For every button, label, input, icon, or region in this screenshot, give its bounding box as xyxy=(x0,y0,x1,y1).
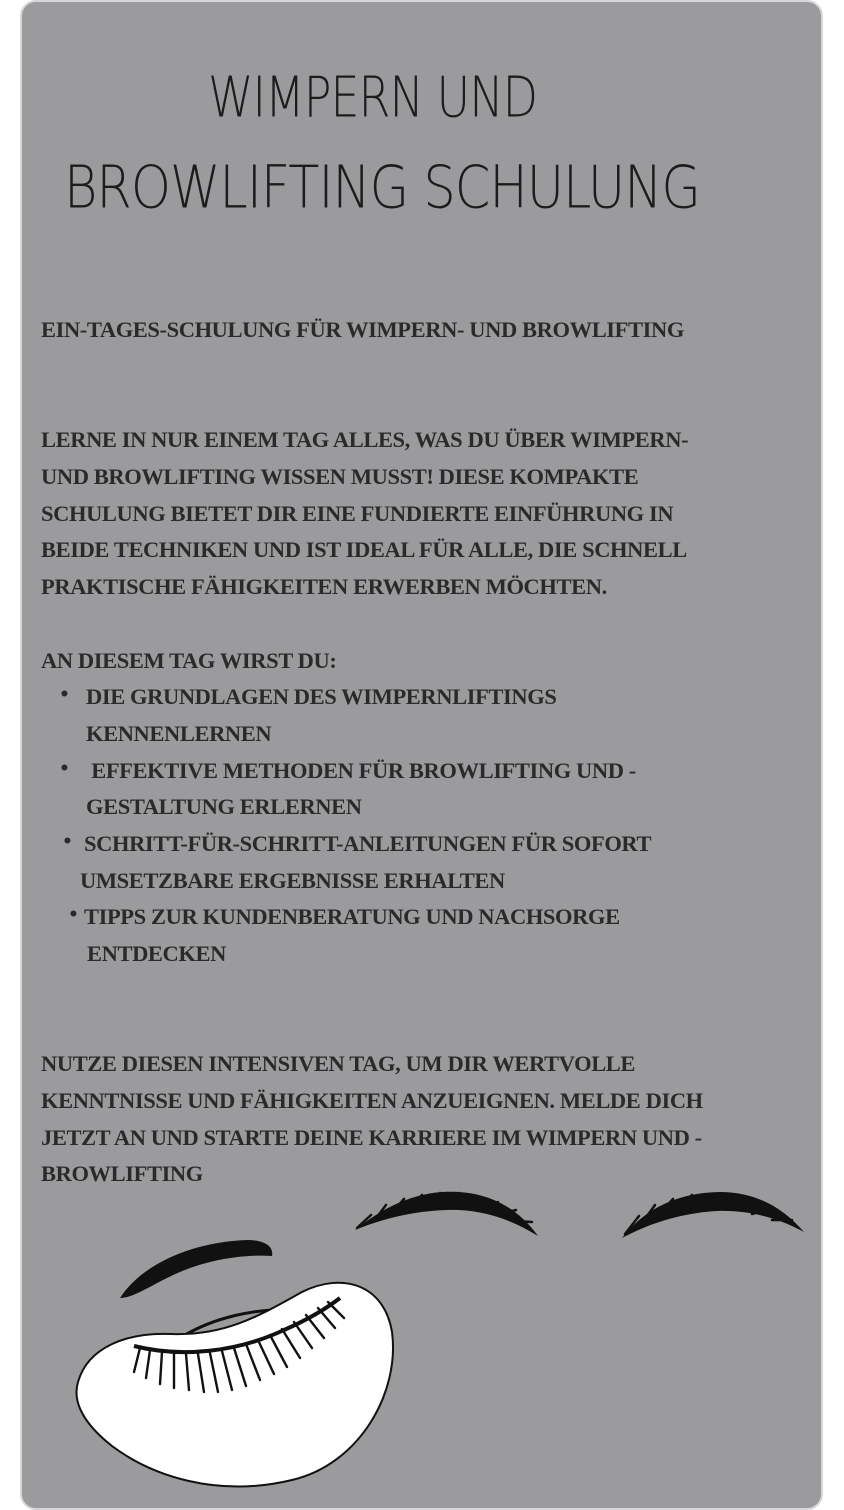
bullet-dot-icon: • xyxy=(62,832,73,852)
list-item-line: TIPPS ZUR KUNDENBERATUNG UND NACHSORGE xyxy=(84,904,620,929)
bullet-dot-icon: • xyxy=(68,905,79,925)
outro-line: NUTZE DIESEN INTENSIVEN TAG, UM DIR WERTVOLLE xyxy=(41,1051,636,1076)
list-item-line: KENNENLERNEN xyxy=(86,721,272,746)
page-title-line-1: WIMPERN UND xyxy=(208,64,538,130)
lash-brow-illustration xyxy=(22,2,823,1510)
bullet-dot-icon: • xyxy=(59,759,70,779)
outro-line: KENNTNISSE UND FÄHIGKEITEN ANZUEIGNEN. MELDE DICH xyxy=(41,1087,703,1113)
intro-line: BEIDE TECHNIKEN UND IST IDEAL FÜR ALLE, DIE SCHNELL xyxy=(41,537,687,563)
list-item-line: SCHRITT-FÜR-SCHRITT-ANLEITUNGEN FÜR SOFORT xyxy=(84,831,652,856)
bullet-dot-icon: • xyxy=(59,685,70,705)
eyebrow-left-icon xyxy=(355,1192,538,1236)
list-item-line: ENTDECKEN xyxy=(87,941,226,966)
list-heading: AN DIESEM TAG WIRST DU: xyxy=(41,648,337,673)
course-subtitle: EIN-TAGES-SCHULUNG FÜR WIMPERN- UND BROWLIFTING xyxy=(41,317,684,342)
outro-line: BROWLIFTING xyxy=(41,1161,203,1187)
eyebrow-right-icon xyxy=(622,1192,804,1238)
list-item-line: GESTALTUNG ERLERNEN xyxy=(86,794,362,819)
intro-line: SCHULUNG BIETET DIR EINE FUNDIERTE EINFÜHRUNG IN xyxy=(41,500,674,526)
intro-line: LERNE IN NUR EINEM TAG ALLES, WAS DU ÜBER WIMPERN- xyxy=(41,427,689,452)
intro-line: UND BROWLIFTING WISSEN MUSST! DIESE KOMPAKTE xyxy=(41,463,639,489)
closed-eye-pad-icon xyxy=(76,1240,393,1487)
list-item-line: DIE GRUNDLAGEN DES WIMPERNLIFTINGS xyxy=(86,684,557,709)
list-item-line: EFFEKTIVE METHODEN FÜR BROWLIFTING UND - xyxy=(86,758,636,783)
outro-line: JETZT AN UND STARTE DEINE KARRIERE IM WIMPERN UND - xyxy=(41,1124,702,1150)
list-item-line: UMSETZBARE ERGEBNISSE ERHALTEN xyxy=(80,868,505,893)
page-title-line-2: BROWLIFTING SCHULUNG xyxy=(64,154,700,223)
intro-line: PRAKTISCHE FÄHIGKEITEN ERWERBEN MÖCHTEN. xyxy=(41,574,607,600)
flyer-card xyxy=(20,0,823,1510)
